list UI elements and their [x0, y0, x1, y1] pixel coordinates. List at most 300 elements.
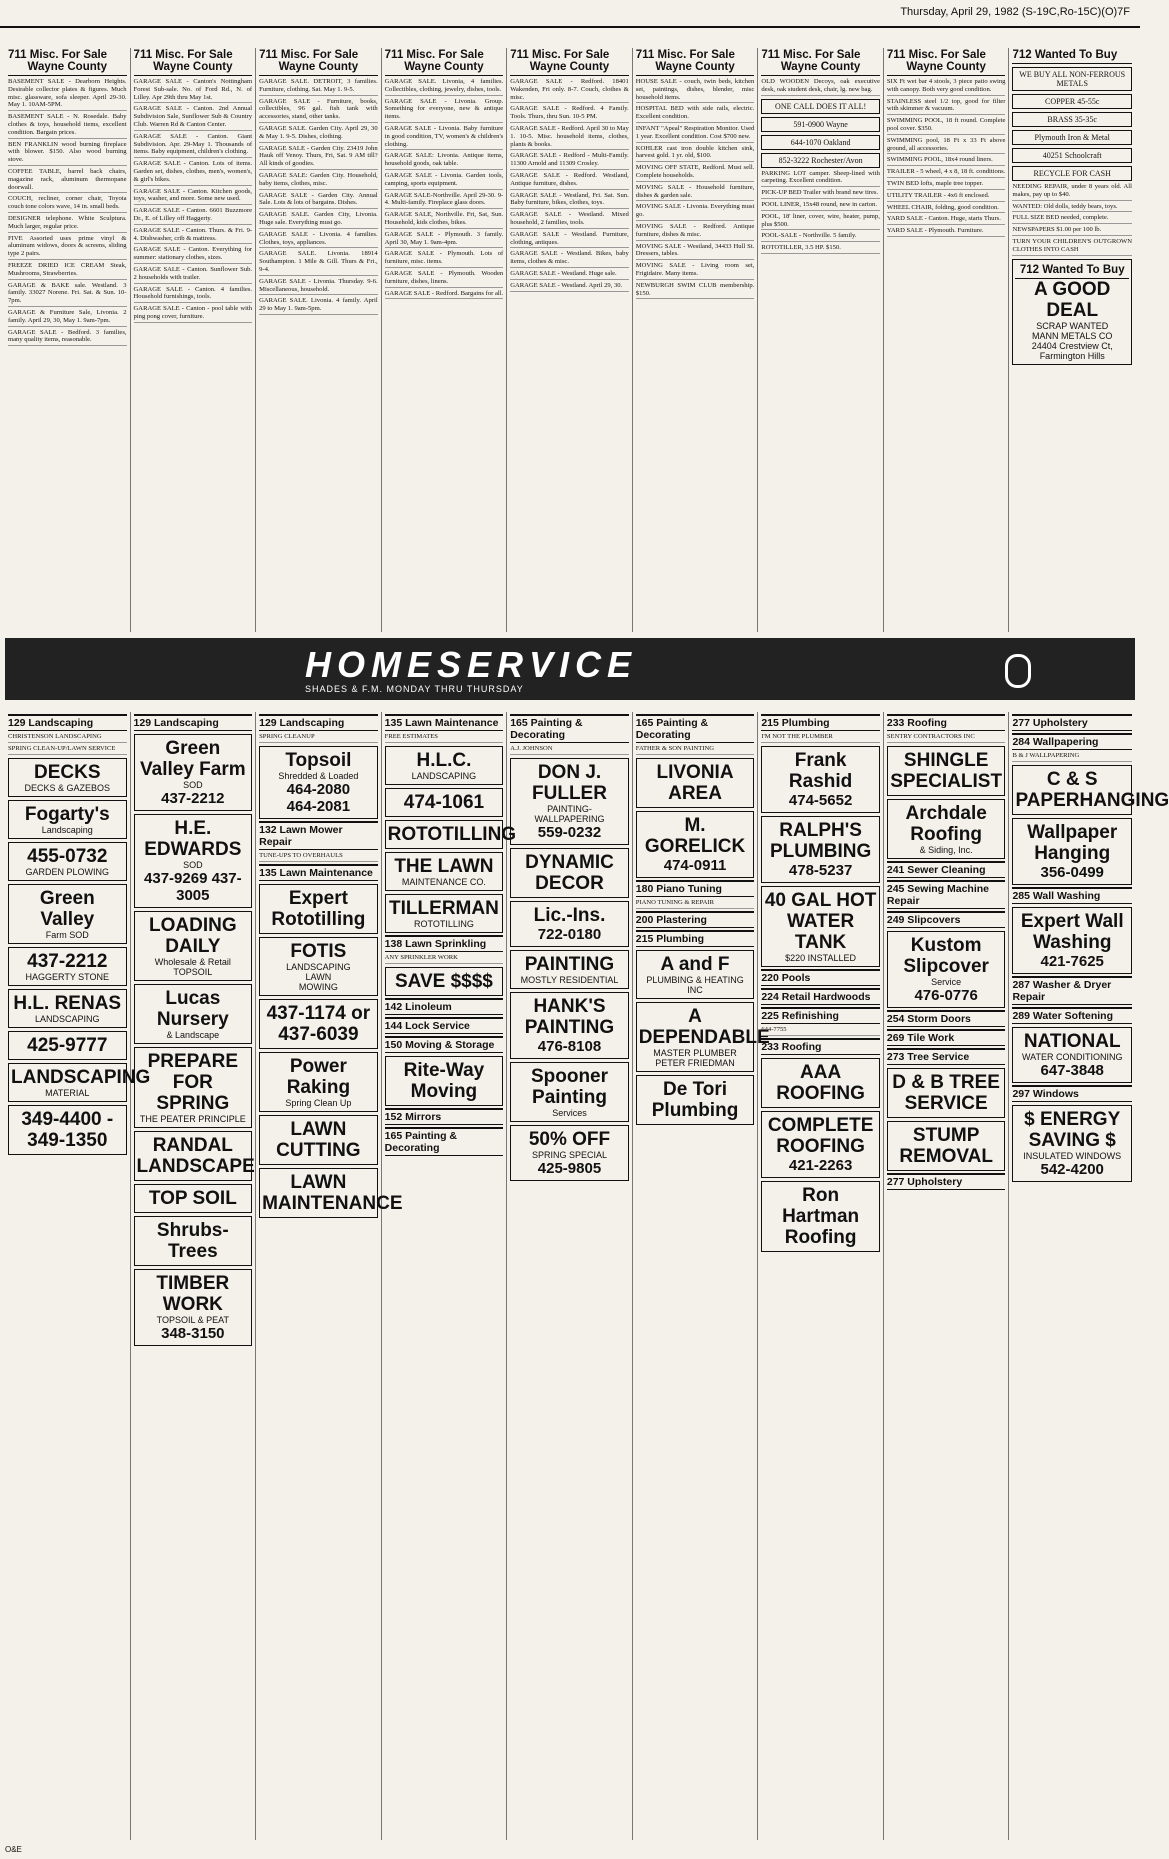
service-column: [507, 712, 633, 1840]
service-column: [633, 712, 770, 1840]
service-ad: B & J WALLPAPERING: [1012, 752, 1132, 762]
display-ad-line: SPRING SPECIAL: [531, 1149, 607, 1160]
display-ad-line: SHINGLE SPECIALIST: [890, 749, 1003, 792]
display-ad: [636, 811, 755, 878]
service-category-heading: 220 Pools: [761, 969, 880, 986]
display-ad-line: LOADING DAILY: [149, 915, 237, 957]
service-column: [5, 712, 151, 1840]
display-ad-line: TOPSOIL & PEAT: [156, 1315, 229, 1325]
classified-ad: MOVING SALE - Living room set, Frigidaire. Many items.: [636, 262, 755, 280]
classified-ad: 644-1070 Oakland: [761, 135, 880, 150]
display-ad-line: SOD: [183, 780, 203, 790]
service-ad: TUNE-UPS TO OVERHAULS: [259, 852, 378, 862]
heading-subtitle: Wayne County: [404, 61, 484, 73]
display-ad: [761, 816, 880, 883]
classified-ad: MOVING OFF STATE, Redford. Must sell. Complete households.: [636, 164, 755, 182]
display-ad-line: Spooner Painting: [530, 1065, 609, 1108]
display-ad-line: SAVE $$$$: [394, 970, 493, 992]
telephone-icon: [1005, 654, 1031, 688]
display-ad: [134, 1216, 253, 1266]
classified-ad: BEN FRANKLIN wood burning fireplace with blower. $150. Also wood burning stove.: [8, 141, 127, 166]
display-ad-line: Expert Wall Washing: [1020, 910, 1124, 953]
display-ad-line: MAINTENANCE CO.: [401, 876, 486, 887]
classified-ad: NEWSPAPERS $1.00 per 100 lb.: [1012, 226, 1132, 236]
classified-ad: GARAGE SALE - Furniture, books, collectibles, 96 gal. fish tank with accessories, stand, other tanks.: [259, 98, 378, 123]
display-ad: [887, 746, 1006, 796]
service-category-heading: 241 Sewer Cleaning: [887, 861, 1006, 878]
classified-ad: GARAGE SALE - Plymouth. Wooden furniture, dishes, linens.: [385, 270, 504, 288]
classified-ad: BASEMENT SALE - N. Rosedale. Baby clothes & toys, household items, excellent condition. Bargain prices.: [8, 113, 127, 138]
classified-ad: GARAGE SALE - Redford. 4 Family. Tools. Thurs, thru Sun. 10-5 PM.: [510, 105, 629, 123]
classified-ad: GARAGE SALE - Westland, Fri. Sat. Sun. Baby furniture, bikes, clothes, toys.: [510, 192, 629, 210]
classified-ad: GARAGE SALE - Garden City. Annual Sale. Lots & lots of bargains. Dishes.: [259, 192, 378, 210]
classified-ad: GARAGE SALE. DETROIT, 3 families. Furniture, clothing. Sat. May 1. 9-5.: [259, 78, 378, 96]
heading-title: 711 Misc. For Sale: [259, 49, 359, 61]
date-line: Thursday, April 29, 1982 (S-19C,Ro-15C)(O)7F: [900, 6, 1130, 18]
classified-ad: HOUSE SALE - couch, twin beds, kitchen set, paintings, dishes, blender, misc household items.: [636, 78, 755, 103]
service-ad: A.J. JOHNSON: [510, 745, 629, 755]
display-ad-line: LAWN CUTTING: [276, 1118, 361, 1161]
service-category-heading: 135 Lawn Maintenance: [259, 864, 378, 881]
heading-title: 711 Misc. For Sale: [510, 49, 610, 61]
service-category-heading: 215 Plumbing: [636, 930, 755, 947]
classified-ad: ONE CALL DOES IT ALL!: [761, 99, 880, 114]
classified-column: [633, 48, 759, 632]
column-heading: [636, 48, 755, 76]
display-ad-line: 464-2080: [286, 780, 351, 798]
service-column: [1009, 712, 1169, 1840]
display-ad-line: 421-2263: [788, 1156, 853, 1174]
heading-subtitle: Wayne County: [906, 61, 986, 73]
banner-subtitle: SHADES & F.M. MONDAY THRU THURSDAY: [305, 684, 524, 694]
classified-ad: GARAGE SALE. Garden City, Livonia. Huge sale. Everything must go.: [259, 211, 378, 229]
display-ad-line: PETER FRIEDMAN: [655, 1057, 735, 1068]
display-ad: [134, 984, 253, 1044]
classified-ad: GARAGE SALE. Livonia. 18914 Southampton. 1 Mile & Gill. Thurs & Fri., 9-4.: [259, 250, 378, 275]
column-heading: [887, 48, 1006, 76]
classified-ad: 40251 Schoolcraft: [1012, 148, 1132, 163]
service-category-heading: 138 Lawn Sprinkling: [385, 935, 504, 952]
classified-column: [758, 48, 884, 632]
display-ad-line: 559-0232: [537, 823, 602, 841]
display-ad: [761, 1181, 880, 1252]
classified-ad: GARAGE SALE - Canton - pool table with ping pong cover, furniture.: [134, 305, 253, 323]
classified-ad: GARAGE SALE - Canton. Thurs. & Fri. 9-4. Dishwasher, crib & mattress.: [134, 227, 253, 245]
display-ad-line: FOTIS: [290, 940, 347, 962]
display-ad: [8, 1031, 127, 1060]
display-ad-line: RANDAL LANDSCAPE: [136, 1135, 255, 1177]
display-ad-line: Green Valley Farm: [140, 738, 246, 780]
display-ad-line: TIMBER WORK: [156, 1273, 230, 1315]
classified-ad: GARAGE SALE - Canton. Sunflower Sub. 2 households with trailer.: [134, 266, 253, 284]
classified-ad: GARAGE SALE - Redford. Bargains for all.: [385, 290, 504, 300]
classified-ad: GARAGE SALE. Livonia, 4 families. Collectibles, clothing, jewelry, dishes, tools.: [385, 78, 504, 96]
classified-ad: POOL, 18' liner, cover, wire, heater, pump, plus $500.: [761, 213, 880, 231]
display-ad: [510, 1062, 629, 1122]
classified-ad: GARAGE SALE - Redford. April 30 to May 1. 10-5. Misc. household items, clothes, plants & books.: [510, 125, 629, 150]
display-ad-line: TOP SOIL: [148, 1188, 237, 1209]
misc-for-sale-section: [5, 48, 1135, 632]
service-category-heading: 277 Upholstery: [887, 1173, 1006, 1190]
service-category-heading: 144 Lock Service: [385, 1017, 504, 1034]
classified-ad: GARAGE SALE - Bedford. 3 families, many quality items, reasonable.: [8, 329, 127, 347]
classified-ad: RECYCLE FOR CASH: [1012, 166, 1132, 181]
classified-ad: GARAGE & Furniture Sale, Livonia. 2 family. April 29, 30, May 1. 9am-7pm.: [8, 309, 127, 327]
classified-ad: PARKING LOT camper. Sheep-lined with carpeting. Excellent condition.: [761, 170, 880, 188]
service-category-heading: 289 Water Softening: [1012, 1007, 1132, 1024]
display-ad-line: MATERIAL: [45, 1087, 90, 1098]
home-service-banner: [5, 638, 1135, 700]
classified-ad: GARAGE SALE - Plymouth. 3 family. April 30, May 1. 9am-4pm.: [385, 231, 504, 249]
classified-ad: SWIMMING POOL, 18x4 round liners.: [887, 156, 1006, 166]
classified-ad: GARAGE SALE - Westland. Mixed household, 2 families, tools.: [510, 211, 629, 229]
display-ad: [385, 967, 504, 996]
display-ad-line: GARDEN PLOWING: [25, 866, 110, 877]
heading-subtitle: Wayne County: [529, 61, 610, 73]
display-ad: [761, 886, 880, 967]
display-ad: [887, 1121, 1006, 1171]
classified-ad: GARAGE SALE - Canton. 2nd Annual Subdivision Sale, Sunflower Sub & Country Club. Warren Rd & Canton Center.: [134, 105, 253, 130]
display-ad: [8, 989, 127, 1028]
classified-ad: GARAGE SALE - Redford. Westland, Antique furniture, dishes.: [510, 172, 629, 190]
classified-ad: WANTED: Old dolls, teddy bears, toys.: [1012, 203, 1132, 213]
display-ad: [259, 884, 378, 934]
service-category-heading: 135 Lawn Maintenance: [385, 714, 504, 731]
display-ad: [8, 800, 127, 839]
display-ad-line: PLUMBING & HEATING INC: [646, 974, 744, 995]
service-ad: FREE ESTIMATES: [385, 733, 504, 743]
display-ad: [636, 1075, 755, 1125]
service-category-heading: 249 Slipcovers: [887, 911, 1006, 928]
classified-ad: GARAGE SALE - Livonia. 4 families. Clothes, toys, appliances.: [259, 231, 378, 249]
display-ad-line: A GOOD DEAL: [1034, 278, 1111, 321]
display-ad-line: Shrubs-Trees: [156, 1220, 229, 1262]
display-ad-line: DECKS: [34, 761, 101, 783]
display-ad-line: MANN METALS CO: [1032, 330, 1113, 341]
service-category-heading: 224 Retail Hardwoods: [761, 988, 880, 1005]
display-ad-line: PREPARE FOR SPRING: [147, 1051, 239, 1114]
classified-ad: GARAGE SALE - Livonia. Group. Something for everyone, new & antique items.: [385, 98, 504, 123]
display-ad-line: 722-0180: [537, 925, 602, 943]
display-ad: [8, 758, 127, 797]
service-category-heading: 245 Sewing Machine Repair: [887, 880, 1006, 909]
display-ad: [510, 758, 629, 845]
display-ad-line: 437-9269 437-3005: [144, 870, 242, 904]
display-ad-line: 437-1174 or 437-6039: [266, 1002, 371, 1045]
display-ad-line: 455-0732: [27, 845, 108, 867]
classified-ad: INFANT "Apeal" Respiration Monitor. Used 1 year. Excellent condition. Cost $700 new.: [636, 125, 755, 143]
display-ad-line: 40 GAL HOT WATER TANK: [764, 889, 877, 953]
service-category-heading: 273 Tree Service: [887, 1048, 1006, 1065]
display-ad: [1012, 907, 1132, 974]
display-ad: [259, 999, 378, 1049]
service-category-heading: 165 Painting & Decorating: [385, 1127, 504, 1156]
display-ad-line: Ron Hartman Roofing: [782, 1184, 860, 1248]
display-ad: [1012, 765, 1169, 815]
service-column: [256, 712, 403, 1840]
classified-ad: OLD WOODEN Decoys, oak executive desk, oak student desk, chair, lg. new bag.: [761, 78, 880, 96]
display-ad-line: 356-0499: [1040, 863, 1104, 881]
service-ad: SPRING CLEAN-UP/LAWN SERVICE: [8, 745, 127, 755]
service-category-heading: 150 Moving & Storage: [385, 1036, 504, 1053]
classified-column: [507, 48, 633, 632]
display-ad-line: LANDSCAPING: [411, 770, 477, 781]
service-category-heading: 129 Landscaping: [259, 714, 378, 731]
classified-ad: GARAGE SALE: Garden City. Household, baby items, clothes, misc.: [259, 172, 378, 190]
display-ad: [510, 992, 629, 1059]
service-category-heading: 287 Washer & Dryer Repair: [1012, 976, 1132, 1005]
classified-ad: FULL SIZE BED needed, complete.: [1012, 214, 1132, 224]
display-ad: [134, 1184, 253, 1213]
service-category-heading: 200 Plastering: [636, 911, 755, 928]
service-category-heading: 180 Piano Tuning: [636, 880, 755, 897]
classified-ad: FIVE Assorted uses prime vinyl & aluminum widows, doors & screens, sliding type 2 pairs.: [8, 235, 127, 260]
display-ad-heading: 712 Wanted To Buy: [1015, 263, 1129, 279]
classified-ad: BASEMENT SALE - Dearborn Heights. Desirable collector plates & figures. Much misc. glassware, sofa sleeper. April 29-30. May 1. 10AM-5PM.: [8, 78, 127, 111]
display-ad-line: DON J. FULLER: [532, 761, 607, 804]
display-ad: [8, 947, 127, 986]
classified-ad: GARAGE SALE. Livonia. 4 family. April 29 to May 1. 9am-5pm.: [259, 297, 378, 315]
service-column: [884, 712, 1010, 1840]
display-ad: [385, 820, 517, 849]
classified-ad: GARAGE SALE - Plymouth. Lots of furniture, misc. items.: [385, 250, 504, 268]
display-ad: [259, 1168, 403, 1218]
classified-column: [131, 48, 257, 632]
classified-ad: GARAGE SALE: Livonia. Antique items, household goods, oak table.: [385, 152, 504, 170]
page-header: [0, 0, 1140, 28]
classified-ad: YARD SALE - Plymouth. Furniture.: [887, 227, 1006, 237]
classified-ad: WHEEL CHAIR, folding, good condition.: [887, 204, 1006, 214]
service-ad: 644-7755: [761, 1026, 880, 1036]
heading-title: 711 Misc. For Sale: [8, 49, 108, 61]
display-ad-line: 464-2081: [286, 797, 351, 815]
service-category-heading: 152 Mirrors: [385, 1108, 504, 1125]
display-ad-line: H.L. RENAS: [13, 992, 122, 1014]
display-ad-line: Fogarty's: [24, 803, 110, 825]
display-ad-line: A DEPENDABLE: [638, 1005, 770, 1048]
display-ad-line: 437-2212: [161, 790, 225, 807]
display-ad: [8, 1105, 127, 1155]
classified-ad: NEWBURGH SWIM CLUB membership. $150.: [636, 282, 755, 300]
display-ad-line: LAWN MAINTENANCE: [262, 1171, 403, 1214]
display-ad-line: 349-4400 - 349-1350: [21, 1108, 114, 1151]
classified-ad: WE BUY ALL NON-FERROUS METALS: [1012, 67, 1132, 91]
service-category-heading: 165 Painting & Decorating: [636, 714, 755, 743]
heading-subtitle: Wayne County: [278, 61, 359, 73]
classified-ad: GARAGE SALE - Canton. Giant Subdivision. Apr. 29-May 1. Thousands of items. Baby equipment, children's clothing.: [134, 133, 253, 158]
display-ad-line: LANDSCAPING: [286, 961, 351, 972]
service-category-heading: 142 Linoleum: [385, 998, 504, 1015]
display-ad-line: ROTOTILLING: [414, 918, 474, 929]
display-ad-line: 425-9805: [537, 1159, 602, 1177]
heading-title: 711 Misc. For Sale: [761, 49, 861, 61]
service-category-heading: 225 Refinishing: [761, 1007, 880, 1024]
service-ad: FATHER & SON PAINTING: [636, 745, 755, 755]
display-ad-line: Wholesale & Retail: [154, 957, 231, 967]
display-ad-line: Services: [552, 1107, 587, 1118]
service-category-heading: 233 Roofing: [761, 1038, 880, 1055]
service-category-heading: 129 Landscaping: [8, 714, 127, 731]
display-ad: [510, 848, 629, 898]
display-ad-line: Topsoil: [285, 749, 352, 771]
classified-ad: GARAGE SALE - Canton. Lots of items. Garden set, dishes, clothes, men's, women's, & girl's bikes.: [134, 160, 253, 185]
service-category-heading: 297 Windows: [1012, 1085, 1132, 1102]
classified-ad: GARAGE SALE - Westland. Furniture, clothing, antiques.: [510, 231, 629, 249]
display-ad-line: $220 INSTALLED: [785, 952, 857, 963]
display-ad-line: Wallpaper Hanging: [1027, 821, 1118, 864]
heading-title: 711 Misc. For Sale: [133, 49, 233, 61]
classified-ad: FREEZE DRIED ICE CREAM Steak, Mushrooms, Strawberries.: [8, 262, 127, 280]
service-ad: I'M NOT THE PLUMBER: [761, 733, 880, 743]
display-ad: [385, 1056, 504, 1106]
display-ad: [887, 1068, 1006, 1118]
classified-ad: STAINLESS steel 1/2 top, good for filter with skimmer & vacuum.: [887, 98, 1006, 116]
column-heading: [385, 48, 504, 76]
heading-title: 711 Misc. For Sale: [384, 49, 484, 61]
display-ad: [134, 1131, 253, 1181]
display-ad-line: AAA ROOFING: [776, 1061, 865, 1104]
display-ad: [510, 1125, 629, 1181]
classified-ad: MOVING SALE - Household furniture, dishes & garden sale.: [636, 184, 755, 202]
display-ad: [636, 758, 755, 808]
display-ad-line: 50% OFF: [528, 1128, 611, 1150]
display-ad: [887, 799, 1006, 859]
column-heading: [510, 48, 629, 76]
display-ad-line: 542-4200: [1040, 1160, 1104, 1178]
display-ad-line: 476-8108: [537, 1037, 602, 1055]
service-column: [131, 712, 257, 1840]
service-ad: SENTRY CONTRACTORS INC: [887, 733, 1006, 743]
display-ad: [761, 746, 880, 813]
service-category-heading: 233 Roofing: [887, 714, 1006, 731]
display-ad-line: TILLERMAN: [389, 897, 499, 919]
classified-ad: TWIN BED lofts, maple tree topper.: [887, 180, 1006, 190]
classified-ad: ROTOTILLER, 3.5 HP. $150.: [761, 244, 880, 254]
heading-subtitle: Wayne County: [27, 61, 107, 73]
display-ad-line: De Tori Plumbing: [651, 1078, 739, 1121]
display-ad-line: THE LAWN: [394, 855, 494, 877]
service-category-heading: 215 Plumbing: [761, 714, 880, 731]
heading-title: 711 Misc. For Sale: [886, 49, 986, 61]
heading-subtitle: Wayne County: [153, 61, 233, 73]
classified-ad: GARAGE SALE - Redford - Multi-Family. 11300 Arnold and 11309 Crosley.: [510, 152, 629, 170]
classified-ad: COUCH, recliner, corner chair, Toyota couch tone colors wave, 14 in. small beds.: [8, 195, 127, 213]
service-column: [382, 712, 517, 1840]
classified-ad: MOVING SALE - Redford. Antique furniture, dishes & misc.: [636, 223, 755, 241]
classified-ad: GARAGE SALE - Westland. April 29, 30.: [510, 282, 629, 292]
display-ad-line: 647-3848: [1040, 1061, 1104, 1079]
classified-ad: YARD SALE - Canton. Huge, starts Thurs.: [887, 215, 1006, 225]
classified-ad: PICK-UP BED Trailer with brand new tires.: [761, 189, 880, 199]
display-ad: [887, 931, 1006, 1008]
classified-ad: GARAGE SALE, Northville. Fri, Sat, Sun. Household, kids clothes, bikes.: [385, 211, 504, 229]
column-heading: [134, 48, 253, 76]
display-ad-line: & Siding, Inc.: [919, 844, 973, 855]
display-ad-line: NATIONAL: [1023, 1030, 1121, 1052]
display-ad-line: Lucas Nursery: [156, 988, 229, 1030]
service-ad: PIANO TUNING & REPAIR: [636, 899, 755, 909]
display-ad-line: INSULATED WINDOWS: [1023, 1150, 1122, 1161]
display-ad-line: 474-5652: [788, 791, 853, 809]
service-category-heading: 254 Storm Doors: [887, 1010, 1006, 1027]
footer-code: O&E: [5, 1845, 22, 1854]
classified-ad: GARAGE SALE - Canton. 6601 Buzzmore Dr., E. of Lilley off Haggerty.: [134, 207, 253, 225]
display-ad-line: 478-5237: [788, 861, 853, 879]
classified-ad: Plymouth Iron & Metal: [1012, 130, 1132, 145]
display-ad-line: & Landscape: [166, 1030, 220, 1040]
display-ad-line: Power Raking: [286, 1055, 351, 1098]
heading-title: 711 Misc. For Sale: [635, 49, 735, 61]
display-ad-line: 425-9777: [27, 1034, 108, 1056]
display-ad: [8, 884, 127, 944]
display-ad-line: COMPLETE ROOFING: [767, 1114, 874, 1157]
classified-ad: DESIGNER telephone. White Sculptura. Much larger, regular price.: [8, 215, 127, 233]
classified-ad: GARAGE SALE - Canton's Nottingham Forest Sub-sale. No. of Ford Rd., N. of Lilley. Apr 29th thru May 1st.: [134, 78, 253, 103]
classified-ad: POOL LINER, 15x48 round, new in carton.: [761, 201, 880, 211]
classified-ad: GARAGE SALE. Garden City. April 29, 30 & May 1. 9-5. Dishes, clothing.: [259, 125, 378, 143]
display-ad: [636, 950, 755, 999]
display-ad: [134, 814, 253, 908]
display-ad-line: STUMP REMOVAL: [899, 1124, 993, 1167]
classified-column: [884, 48, 1010, 632]
display-ad: [259, 746, 378, 819]
display-ad: [1012, 818, 1132, 885]
display-ad-line: 348-3150: [161, 1325, 225, 1342]
classified-ad: 852-3222 Rochester/Avon: [761, 153, 880, 168]
display-ad: [510, 901, 629, 947]
display-ad-line: M. GORELICK: [644, 814, 746, 857]
display-ad: [259, 1115, 378, 1165]
classified-ad: NEEDING REPAIR, under 8 years old. All makes, pay up to $40.: [1012, 183, 1132, 201]
display-ad: [385, 894, 504, 933]
classified-ad: SWIMMING POOL, 18 ft round. Complete pool cover. $350.: [887, 117, 1006, 135]
classified-column: [5, 48, 131, 632]
display-ad: [510, 950, 629, 989]
classified-ad: COPPER 45-55c: [1012, 94, 1132, 109]
classified-ad: MOVING SALE - Westland, 34433 Hull St. Dressers, tables.: [636, 243, 755, 261]
display-ad-line: MOSTLY RESIDENTIAL: [520, 974, 619, 985]
classified-ad: BRASS 35-35c: [1012, 112, 1132, 127]
display-ad-line: 421-7625: [1040, 952, 1104, 970]
classified-ad: POOL-SALE - Northville. 5 family.: [761, 232, 880, 242]
classified-ad: GARAGE SALE - Canton. 4 families. Household furnishings, tools.: [134, 286, 253, 304]
service-ad: ANY SPRINKLER WORK: [385, 954, 504, 964]
display-ad-line: Lic.-Ins.: [533, 904, 606, 926]
display-ad-line: Spring Clean Up: [285, 1097, 352, 1108]
column-heading: [8, 48, 127, 76]
display-ad-line: DYNAMIC DECOR: [525, 851, 614, 894]
display-ad-line: A and F: [660, 953, 730, 975]
display-ad-line: MOWING: [298, 981, 338, 992]
display-ad-line: PAINTING: [524, 953, 615, 975]
classified-ad: 591-0900 Wayne: [761, 117, 880, 132]
display-ad-line: D & B TREE SERVICE: [892, 1071, 1000, 1114]
display-ad-line: SOD: [183, 860, 203, 870]
classified-column: [1009, 48, 1135, 632]
service-column: [758, 712, 884, 1840]
display-ad: [385, 746, 504, 785]
display-ad-line: LIVONIA AREA: [656, 761, 734, 804]
classified-ad: GARAGE SALE - Livonia. Baby furniture in good condition, TV, women's & children's clothing.: [385, 125, 504, 150]
display-ad-line: WATER CONDITIONING: [1021, 1051, 1123, 1062]
service-ad: CHRISTENSON LANDSCAPING: [8, 733, 127, 743]
display-ad-line: H.E. EDWARDS: [144, 818, 242, 860]
column-heading: [259, 48, 378, 76]
service-category-heading: 284 Wallpapering: [1012, 733, 1132, 750]
display-ad-line: LANDSCAPING: [11, 1066, 151, 1088]
classified-ad: TURN YOUR CHILDREN'S OUTGROWN CLOTHES INTO CASH: [1012, 238, 1132, 256]
display-ad: [1012, 1027, 1132, 1083]
